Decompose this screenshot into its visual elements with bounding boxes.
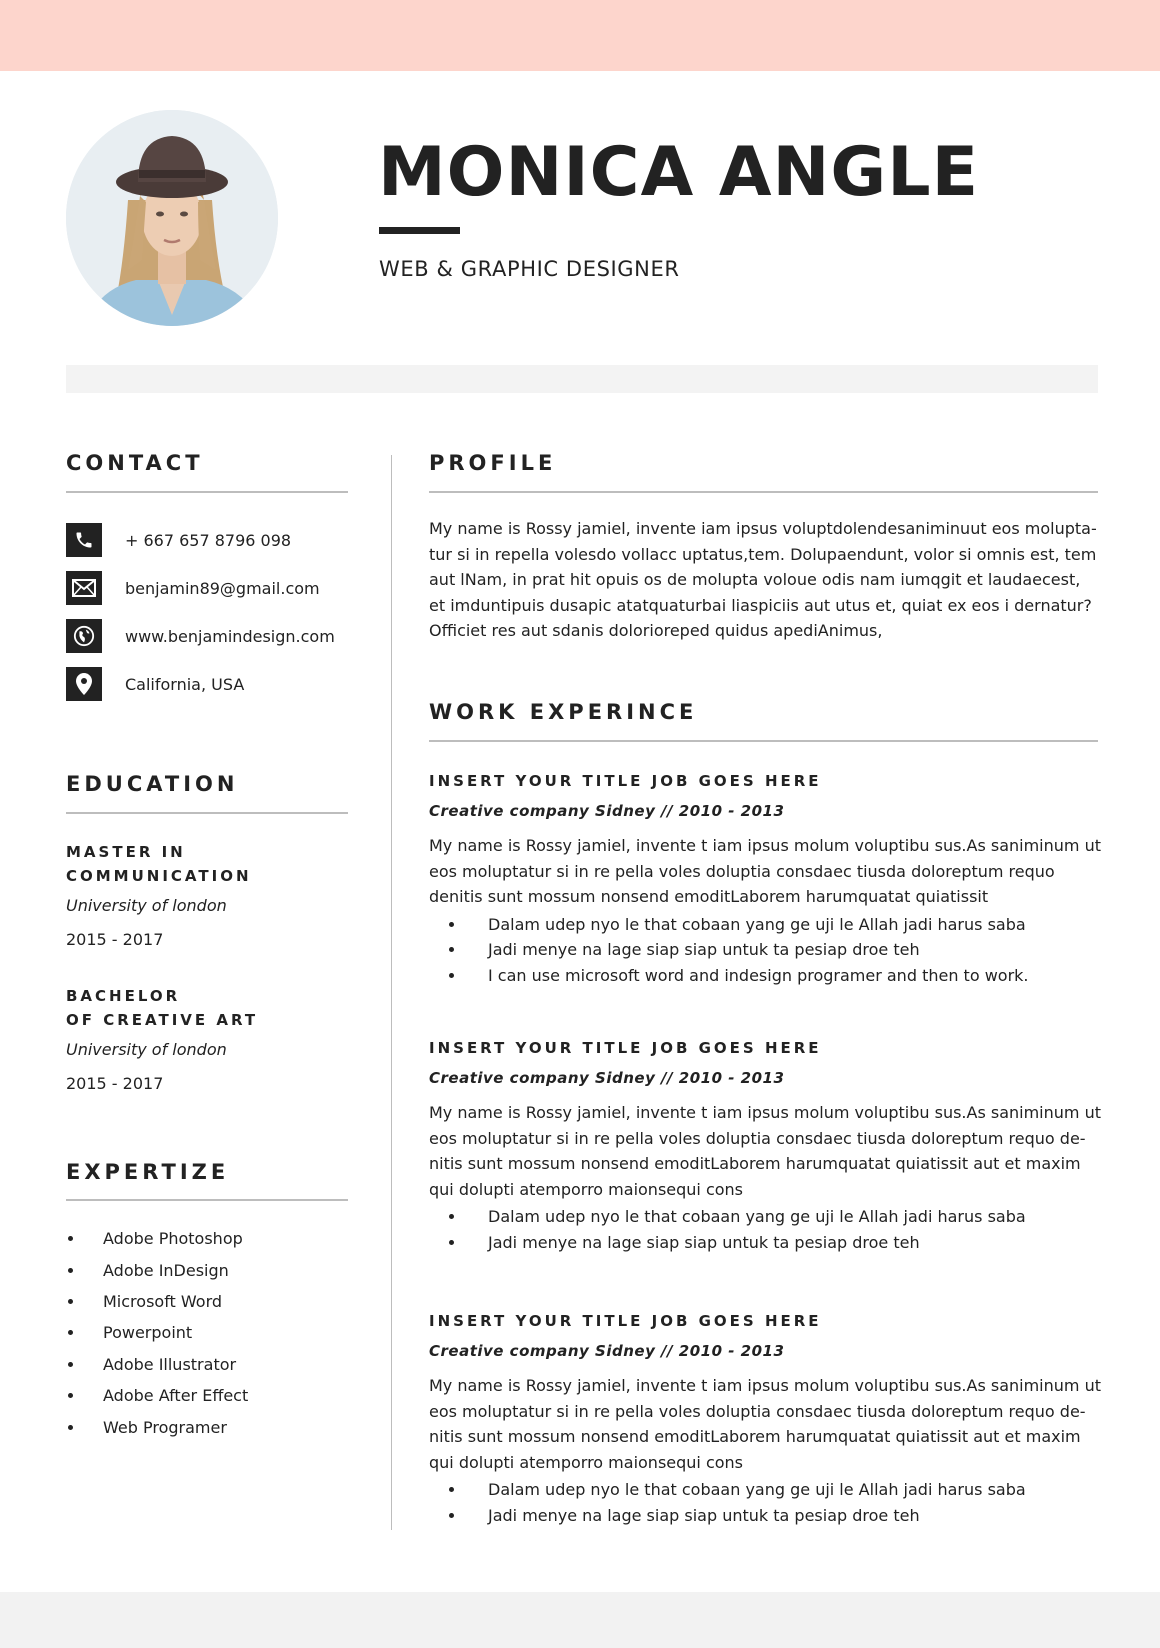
job-bullet-list [429, 1204, 1101, 1255]
bullet-dot [68, 1393, 73, 1398]
job-bullet-text: I can use microsoft word and indesign programer and then to work. [488, 965, 1029, 985]
job-bullet [429, 1230, 1101, 1256]
job-entry [429, 1039, 1101, 1255]
work-title: WORK EXPERINCE [429, 700, 698, 724]
bullet-dot [68, 1330, 73, 1335]
bullet-dot [68, 1268, 73, 1273]
bullet-dot [68, 1299, 73, 1304]
bullet-dot [449, 1240, 454, 1245]
expertize-rule [66, 1199, 348, 1201]
education-years: 2015 - 2017 [66, 930, 164, 949]
skill-label: Adobe After Effect [103, 1386, 249, 1406]
name-underline [379, 227, 460, 234]
skill-label: Adobe Photoshop [103, 1229, 243, 1249]
job-bullet-text: Jadi menye na lage siap siap untuk ta pesiap droe teh [488, 1232, 920, 1252]
column-divider [391, 455, 392, 1530]
job-description: My name is Rossy jamiel, invente t iam ipsus molum voluptibu sus.As saniminum ut eos moluptatur si in re pella voles doluptia consdaec tiusda doloreptum requo denitis sunt mossum nonsend emoditLaborem harumquatat quiatissit [429, 836, 1101, 906]
job-bullet [429, 937, 1101, 963]
education-school: University of london [66, 896, 227, 915]
skill-item [66, 1349, 248, 1380]
job-heading: INSERT YOUR TITLE JOB GOES HERE [429, 772, 822, 790]
job-bullet [429, 963, 1101, 989]
job-bullet [429, 1477, 1101, 1503]
job-bullet-text: Dalam udep nyo le that cobaan yang ge uji le Allah jadi harus saba [488, 1480, 1026, 1500]
job-company: Creative company Sidney // 2010 - 2013 [429, 1342, 785, 1360]
education-degree-line: BACHELOR [66, 987, 181, 1005]
globe-icon [66, 619, 102, 653]
skill-item [66, 1411, 248, 1442]
skill-label: Powerpoint [103, 1323, 193, 1343]
job-bullet-list [429, 1477, 1101, 1528]
education-school: University of london [66, 1040, 227, 1059]
bullet-dot [449, 922, 454, 927]
job-description: My name is Rossy jamiel, invente t iam ipsus molum voluptibu sus.As saniminum ut eos moluptatur si in re pella voles doluptia consdaec tiusda doloreptum requo de-nitis sunt mossum nonsend emoditLaborem harumquatat quiatissit aut et maxim qui dolupti atemporro maionsequi cons [429, 1103, 1101, 1199]
contact-website [66, 619, 366, 653]
bullet-dot [449, 1487, 454, 1492]
job-bullet-text: Dalam udep nyo le that cobaan yang ge uji le Allah jadi harus saba [488, 1207, 1026, 1227]
education-rule [66, 812, 348, 814]
contact-email [66, 571, 366, 605]
education-title: EDUCATION [66, 772, 239, 796]
job-bullet-text: Dalam udep nyo le that cobaan yang ge uji le Allah jadi harus saba [488, 914, 1026, 934]
mail-icon [66, 571, 102, 605]
bullet-dot [449, 947, 454, 952]
skill-item [66, 1254, 248, 1285]
header-divider-bar [66, 365, 1098, 393]
job-company: Creative company Sidney // 2010 - 2013 [429, 1069, 785, 1087]
portrait-illustration [66, 110, 278, 326]
bullet-dot [449, 1513, 454, 1518]
job-bullet-text: Jadi menye na lage siap siap untuk ta pesiap droe teh [488, 940, 920, 960]
phone-icon [66, 523, 102, 557]
job-bullet-text: Jadi menye na lage siap siap untuk ta pesiap droe teh [488, 1505, 920, 1525]
skill-label: Adobe Illustrator [103, 1354, 237, 1374]
profile-title: PROFILE [429, 451, 557, 475]
job-company: Creative company Sidney // 2010 - 2013 [429, 802, 785, 820]
expertize-title: EXPERTIZE [66, 1160, 230, 1184]
skill-item [66, 1380, 248, 1411]
job-entry [429, 1312, 1101, 1528]
job-title: WEB & GRAPHIC DESIGNER [379, 257, 680, 281]
education-degree-line: OF CREATIVE ART [66, 1011, 259, 1029]
skill-item [66, 1223, 248, 1254]
education-degree [66, 984, 258, 1032]
education-degree-line: MASTER IN [66, 843, 186, 861]
contact-website-text[interactable]: www.benjamindesign.com [125, 626, 335, 646]
contact-phone-text: + 667 657 8796 098 [125, 530, 292, 550]
profile-text: My name is Rossy jamiel, invente iam ipsus voluptdolendesaniminuut eos molupta-tur si in repella volesdo vollacc uptatus,tem. Dolupaendunt, volor si omnis est, tem aut lNam, in prat hit opuis os de molupta voloue odis nam iumqgit et laudaecest, et imduntipuis dusapic atatquaturbai liaspiciis aut utus et, quiat ex eos i dernatur? Officiet res aut sdanis dolorioreped quidus apediAnimus, [429, 519, 1097, 640]
contact-location [66, 667, 366, 701]
bullet-dot [449, 1214, 454, 1219]
bullet-dot [68, 1425, 73, 1430]
job-description: My name is Rossy jamiel, invente t iam ipsus molum voluptibu sus.As saniminum ut eos moluptatur si in re pella voles doluptia consdaec tiusda doloreptum requo de-nitis sunt mossum nonsend emoditLaborem harumquatat quiatissit aut et maxim qui dolupti atemporro maionsequi cons [429, 1376, 1101, 1472]
expertize-list [66, 1223, 248, 1443]
job-heading: INSERT YOUR TITLE JOB GOES HERE [429, 1312, 822, 1330]
contact-email-text[interactable]: benjamin89@gmail.com [125, 578, 320, 598]
bullet-dot [449, 973, 454, 978]
skill-item [66, 1317, 248, 1348]
skill-item [66, 1286, 248, 1317]
job-bullet [429, 1204, 1101, 1230]
education-years: 2015 - 2017 [66, 1074, 164, 1093]
job-heading: INSERT YOUR TITLE JOB GOES HERE [429, 1039, 822, 1057]
job-entry [429, 772, 1101, 988]
bullet-dot [68, 1236, 73, 1241]
skill-label: Microsoft Word [103, 1291, 223, 1311]
bullet-dot [68, 1362, 73, 1367]
profile-rule [429, 491, 1098, 493]
top-accent-band [0, 0, 1160, 71]
contact-rule [66, 491, 348, 493]
education-degree-line: COMMUNICATION [66, 867, 252, 885]
contact-phone [66, 523, 366, 557]
skill-label: Adobe InDesign [103, 1260, 229, 1280]
bottom-band [0, 1592, 1160, 1648]
education-degree [66, 840, 252, 888]
location-pin-icon [66, 667, 102, 701]
job-bullet-list [429, 912, 1101, 989]
contact-location-text: California, USA [125, 674, 245, 694]
job-bullet [429, 912, 1101, 938]
profile-photo [66, 110, 278, 326]
job-bullet [429, 1503, 1101, 1529]
person-name: MONICA ANGLE [378, 133, 980, 212]
contact-title: CONTACT [66, 451, 204, 475]
skill-label: Web Programer [103, 1417, 227, 1437]
work-rule [429, 740, 1098, 742]
